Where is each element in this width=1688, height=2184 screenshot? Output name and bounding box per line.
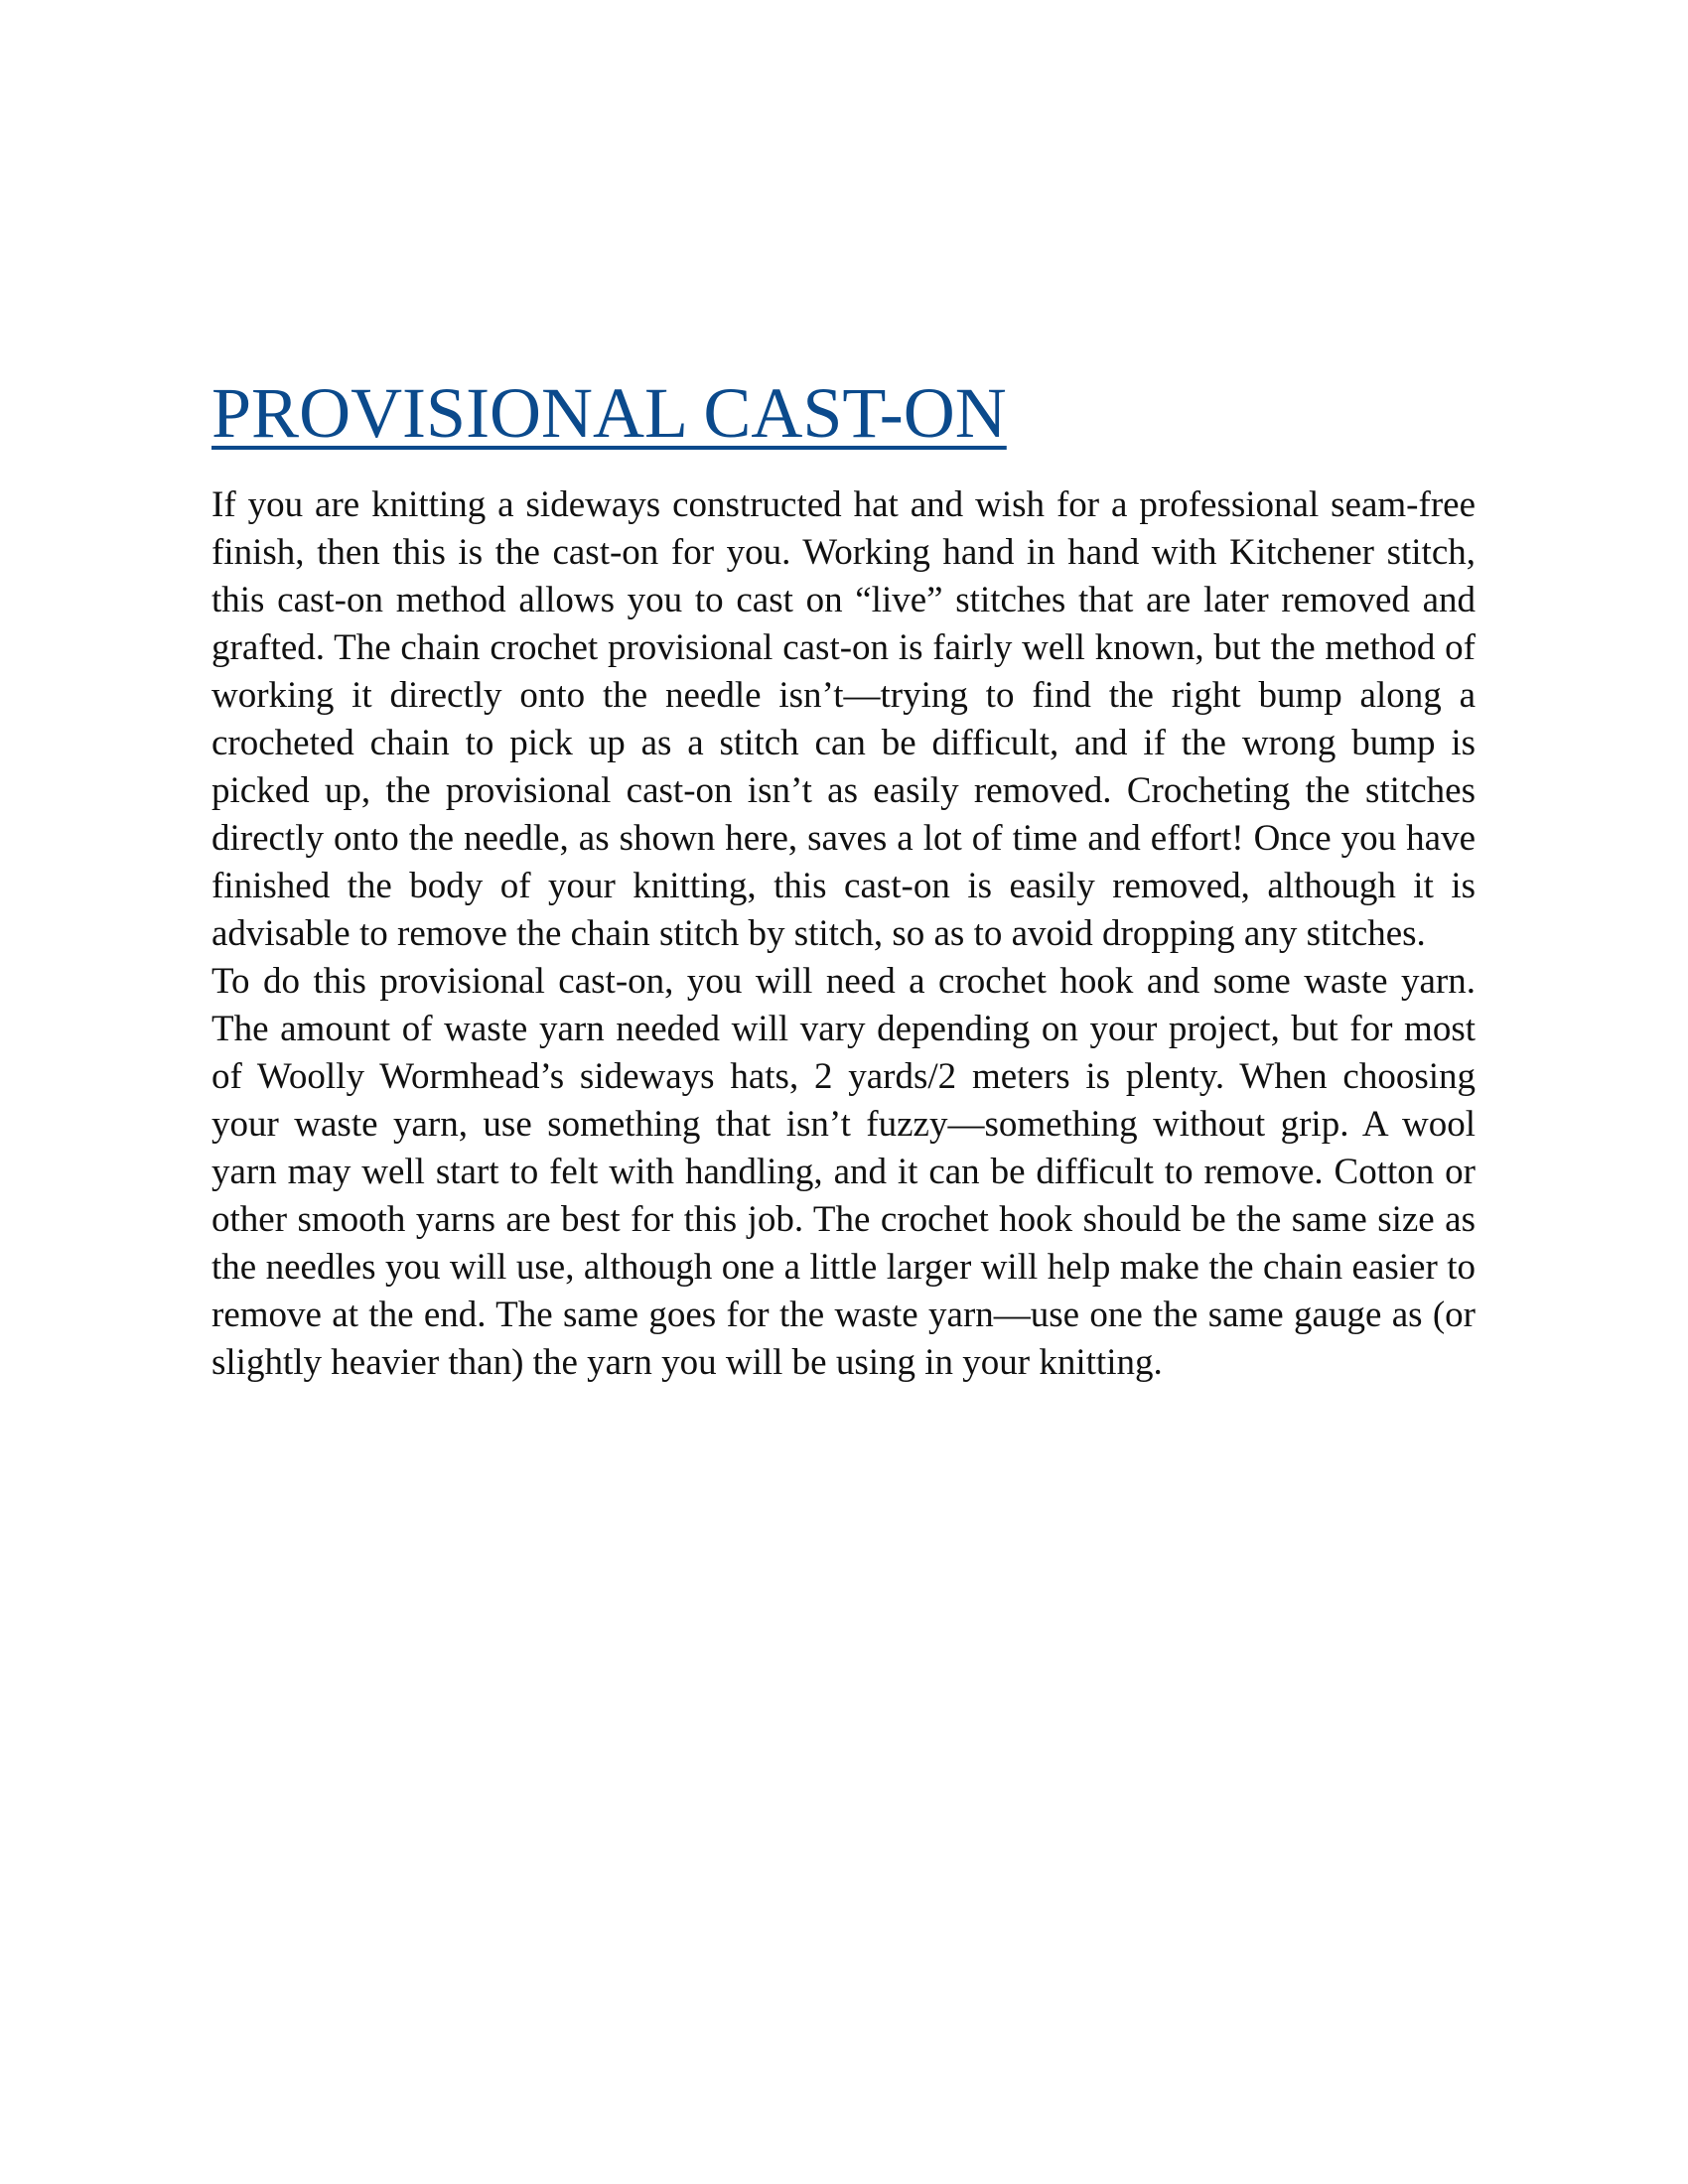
document-content	[211, 369, 1476, 1387]
paragraph-materials: To do this provisional cast-on, you will need a crochet hook and some waste yarn. The amount of waste yarn needed will vary depending on your project, but for most of Woolly Wormhead’s sideways hats, 2 yards/2 meters is plenty. When choosing your waste yarn, use something that isn’t fuzzy—something without grip. A wool yarn may well start to felt with handling, and it can be difficult to remove. Cotton or other smooth yarns are best for this job. The crochet hook should be the same size as the needles you will use, although one a little larger will help make the chain easier to remove at the end. The same goes for the waste yarn—use one the same gauge as (or slightly heavier than) the yarn you will be using in your knitting.	[211, 961, 1476, 1383]
body-text	[211, 481, 1476, 1387]
paragraph-intro: If you are knitting a sideways constructed hat and wish for a professional seam-free finish, then this is the cast-on for you. Working hand in hand with Kitchener stitch, this cast-on method allows you to cast on “live” stitches that are later removed and grafted. The chain crochet provisional cast-on is fairly well known, but the method of working it directly onto the needle isn’t—trying to find the right bump along a crocheted chain to pick up as a stitch can be difficult, and if the wrong bump is picked up, the provisional cast-on isn’t as easily removed. Crocheting the stitches directly onto the needle, as shown here, saves a lot of time and effort! Once you have finished the body of your knitting, this cast-on is easily removed, although it is advisable to remove the chain stitch by stitch, so as to avoid dropping any stitches.	[211, 484, 1476, 954]
page-title: PROVISIONAL CAST-ON	[211, 373, 1007, 453]
